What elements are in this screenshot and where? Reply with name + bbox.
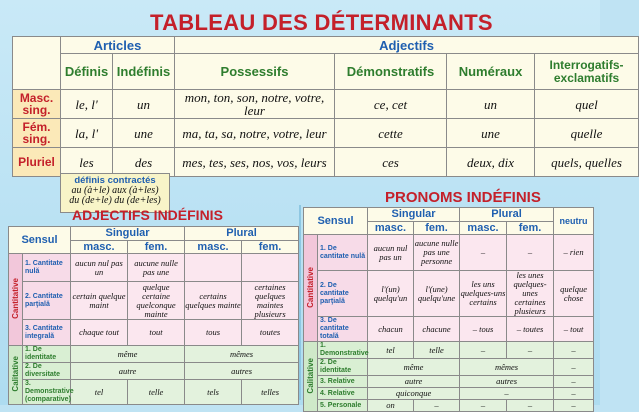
cell: – toutes [507,317,554,342]
adj-side-calitative-label: Calitative [11,356,20,392]
page-title: TABLEAU DES DÉTERMINANTS [150,10,493,35]
row-label-pluriel: Pluriel [13,148,61,177]
row-label: 2. De identitate [318,359,368,376]
cell: certaines quelques maintes plusieurs [242,282,299,320]
cell: – tous [460,317,507,342]
row-label: 3. Relative [318,376,368,388]
row-label-fem: Fém. sing. [13,119,61,148]
cell: telle [414,342,460,359]
adj-side-calitative [9,346,23,405]
cell: certain quelque maint [71,282,128,320]
cell: autre [368,376,460,388]
cell: tels [185,380,242,405]
cell: des [113,148,175,177]
cell: – [554,376,594,388]
cell: – [460,400,507,412]
row-label: 3. De cantitate totală [318,317,368,342]
cell: – [460,235,507,271]
cell: – [460,342,507,359]
row-label: 2. De cantitate parţială [318,271,368,317]
cell: deux, dix [447,148,535,177]
row-label: 1. De cantitate nulă [318,235,368,271]
cell: les uns quelques-uns certains [460,271,507,317]
cell: chacun [368,317,414,342]
pro-plural: Plural [460,208,554,222]
cell: un [113,90,175,119]
contractes-title: définis contractés [74,175,156,186]
pro-side-calitative-label: Calitative [306,357,315,394]
pro-sensul: Sensul [304,208,368,235]
cell: – [554,388,594,400]
col-possessifs: Possessifs [175,54,335,90]
cell: tout [128,320,185,346]
cell: une [113,119,175,148]
col-indefinis: Indéfinis [113,54,175,90]
row-label: 5. Personale [318,400,368,412]
adj-fem: fem. [128,241,185,254]
adj-masc-pl: masc. [185,241,242,254]
contractes-line2: du (de+le) du (de+les) [69,195,161,206]
adjectifs-indefinis-title: ADJECTIFS INDÉFINIS [72,207,223,223]
cell: aucune nulle pas une [128,254,185,282]
cell: quelque certaine quelconque mainte [128,282,185,320]
col-interrogatifs: Interrogatifs-exclamatifs [535,54,639,90]
contractes-line1: au (à+le) aux (à+les) [71,185,159,196]
cell: mêmes [185,346,299,363]
row-label-masc: Masc. sing. [13,90,61,119]
cell: quels, quelles [535,148,639,177]
cell: autre [71,363,185,380]
cell: une [447,119,535,148]
cell: ma, ta, sa, notre, votre, leur [175,119,335,148]
cell: – rien [554,235,594,271]
cell: – [507,235,554,271]
row-label: 4. Relative [318,388,368,400]
adj-masc: masc. [71,241,128,254]
cell: quelle [535,119,639,148]
row-label: 3. Cantitate integrală [23,320,71,346]
cell: autres [460,376,554,388]
col-demonstratifs: Démonstratifs [335,54,447,90]
group-articles: Articles [61,37,175,54]
divider [299,205,301,400]
cell: quiconque [368,388,460,400]
col-definis: Définis [61,54,113,90]
cell: – [507,342,554,359]
adj-plural: Plural [185,227,299,241]
cell: l'(une) quelqu'une [414,271,460,317]
cell [185,254,242,282]
cell: un [447,90,535,119]
pro-fem: fem. [414,222,460,235]
pro-side-calitative [304,342,318,412]
cell: – [554,359,594,376]
cell: mes, tes, ses, nos, vos, leurs [175,148,335,177]
adj-side-cantitative-label: Cantitative [11,278,20,319]
cell: quel [535,90,639,119]
adj-side-cantitative [9,254,23,346]
pro-masc-pl: masc. [460,222,507,235]
cell: certains quelques mainte [185,282,242,320]
row-label: 2. De diversitate [23,363,71,380]
cell: le, l' [61,90,113,119]
cell: – [507,400,554,412]
pro-masc: masc. [368,222,414,235]
cell: l'(un) quelqu'un [368,271,414,317]
cell: la, l' [61,119,113,148]
cell: on [368,400,414,412]
cell: les [61,148,113,177]
cell: tel [368,342,414,359]
cell: toutes [242,320,299,346]
pro-neutru: neutru [554,208,594,235]
cell: chaque tout [71,320,128,346]
cell: ce, cet [335,90,447,119]
adjectifs-indefinis-table [8,226,299,405]
cell: les unes quelques-unes certaines plusieurs [507,271,554,317]
row-label: 1. De identitate [23,346,71,363]
cell: autres [185,363,299,380]
cell: – [460,388,554,400]
cell: quelque chose [554,271,594,317]
corner-cell [13,37,61,90]
cell: aucun nul pas un [368,235,414,271]
row-label: 1. Demonstrative [318,342,368,359]
group-adjectifs: Adjectifs [175,37,639,54]
row-label: 3. Demonstrative (comparative) [23,380,71,405]
cell: tous [185,320,242,346]
pronoms-indefinis-title: PRONOMS INDÉFINIS [385,189,541,206]
cell: ces [335,148,447,177]
pro-singular: Singular [368,208,460,222]
cell: telle [128,380,185,405]
row-label: 1. Cantitate nulă [23,254,71,282]
cell: tel [71,380,128,405]
cell: aucun nul pas un [71,254,128,282]
cell: telles [242,380,299,405]
cell [242,254,299,282]
adj-singular: Singular [71,227,185,241]
cell: chacune [414,317,460,342]
cell: – [554,342,594,359]
cell: – tout [554,317,594,342]
cell: aucune nulle pas une personne [414,235,460,271]
cell: même [71,346,185,363]
cell: cette [335,119,447,148]
adj-sensul: Sensul [9,227,71,254]
cell: mêmes [460,359,554,376]
pronoms-indefinis-table [303,207,594,412]
cell: – [554,400,594,412]
col-numeraux: Numéraux [447,54,535,90]
pro-side-cantitative-label: Cantitative [306,266,315,308]
adj-fem-pl: fem. [242,241,299,254]
pro-fem-pl: fem. [507,222,554,235]
row-label: 2. Cantitate parţială [23,282,71,320]
determinants-table [12,36,639,177]
cell: – [414,400,460,412]
pro-side-cantitative [304,235,318,342]
cell: même [368,359,460,376]
cell: mon, ton, son, notre, votre, leur [175,90,335,119]
